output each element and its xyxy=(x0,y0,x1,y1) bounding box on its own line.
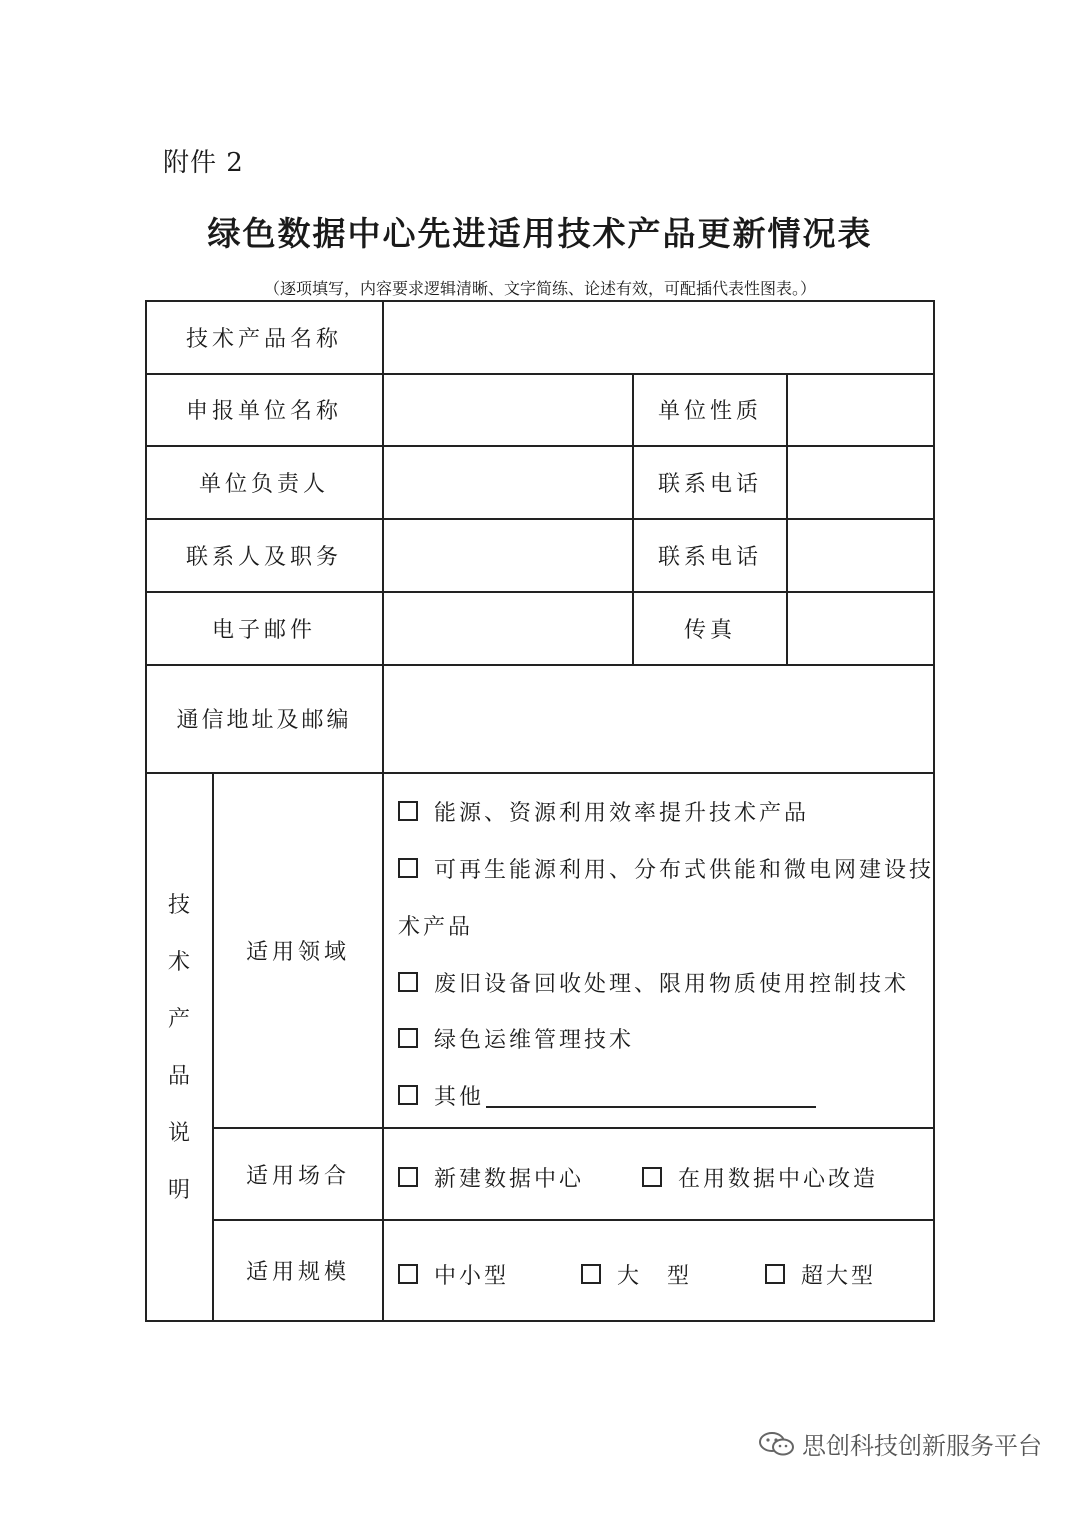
field-option-green-ops[interactable] xyxy=(398,1023,634,1054)
field-option-label: 废旧设备回收处理、限用物质使用控制技术 xyxy=(434,972,910,997)
field-label: 适用领域 xyxy=(245,939,350,965)
field-option-renewable[interactable] xyxy=(398,853,934,884)
checkbox-icon[interactable] xyxy=(398,972,418,992)
scene-option-retrofit[interactable] xyxy=(642,1162,878,1193)
field-option-label: 可再生能源利用、分布式供能和微电网建设技 xyxy=(434,858,935,883)
scale-option-large[interactable] xyxy=(581,1259,692,1290)
unit-nature-label: 单位性质 xyxy=(657,399,762,424)
address-label: 通信地址及邮编 xyxy=(176,708,352,733)
field-option-label: 绿色运维管理技术 xyxy=(434,1028,635,1053)
field-option-label: 能源、资源利用效率提升技术产品 xyxy=(434,801,810,826)
phone-input[interactable] xyxy=(788,447,933,518)
checkbox-icon[interactable] xyxy=(398,1167,418,1187)
scene-option-new[interactable] xyxy=(398,1162,584,1193)
watermark-text: 思创科技创新服务平台 xyxy=(802,1432,1042,1460)
email-label: 电子邮件 xyxy=(211,617,316,643)
unit-nature-input[interactable] xyxy=(788,375,933,445)
applicant-label: 申报单位名称 xyxy=(185,399,342,424)
attachment-label: 附件 2 xyxy=(163,148,244,178)
table-border-right xyxy=(933,300,935,1322)
scene-option-label: 在用数据中心改造 xyxy=(678,1167,879,1192)
section-label-char: 技 xyxy=(167,893,190,918)
section-label-char: 产 xyxy=(167,1007,190,1032)
scale-option-label: 大 型 xyxy=(617,1264,693,1289)
phone-label: 联系电话 xyxy=(657,471,762,497)
checkbox-icon[interactable] xyxy=(398,1028,418,1048)
contact-input[interactable] xyxy=(384,520,632,591)
field-option-efficiency[interactable] xyxy=(398,796,809,827)
unit-head-label: 单位负责人 xyxy=(198,471,329,497)
section-label-char: 说 xyxy=(167,1121,190,1146)
field-option-recycling[interactable] xyxy=(398,967,909,998)
email-input[interactable] xyxy=(384,593,632,664)
scale-option-extra-large[interactable] xyxy=(765,1259,876,1290)
scale-option-small-medium[interactable] xyxy=(398,1259,509,1290)
product-name-label: 技术产品名称 xyxy=(185,326,342,352)
field-option-label: 术产品 xyxy=(398,915,474,940)
page-subtitle: （逐项填写，内容要求逻辑清晰、文字简练、论述有效，可配插代表性图表。） xyxy=(263,279,816,298)
checkbox-icon[interactable] xyxy=(398,1264,418,1284)
scale-option-label: 超大型 xyxy=(801,1264,877,1289)
checkbox-icon[interactable] xyxy=(398,801,418,821)
field-option-renewable-continued xyxy=(398,910,473,941)
page-title: 绿色数据中心先进适用技术产品更新情况表 xyxy=(207,214,873,253)
unit-head-input[interactable] xyxy=(384,447,632,518)
checkbox-icon[interactable] xyxy=(398,858,418,878)
section-label-char: 品 xyxy=(167,1064,190,1089)
wechat-icon xyxy=(758,1431,796,1457)
other-fill-in-line[interactable] xyxy=(486,1106,816,1108)
contact-phone-input[interactable] xyxy=(788,520,933,591)
fax-input[interactable] xyxy=(788,593,933,664)
fax-label: 传真 xyxy=(683,617,736,643)
checkbox-icon[interactable] xyxy=(581,1264,601,1284)
address-input[interactable] xyxy=(384,666,933,772)
checkbox-icon[interactable] xyxy=(765,1264,785,1284)
checkbox-icon[interactable] xyxy=(398,1085,418,1105)
applicant-input[interactable] xyxy=(384,375,632,445)
section-label-char: 明 xyxy=(167,1178,190,1203)
contact-phone-label: 联系电话 xyxy=(657,544,762,570)
scale-label: 适用规模 xyxy=(245,1260,350,1285)
scene-label: 适用场合 xyxy=(245,1163,350,1189)
product-name-input[interactable] xyxy=(384,302,933,373)
contact-label: 联系人及职务 xyxy=(185,544,342,570)
field-option-label: 其他 xyxy=(434,1085,485,1110)
info-form-table xyxy=(145,300,935,1322)
section-label-product-description xyxy=(145,774,213,1322)
watermark xyxy=(758,1426,1042,1461)
scale-option-label: 中小型 xyxy=(434,1264,510,1289)
section-label-char: 术 xyxy=(167,950,190,975)
field-option-other[interactable] xyxy=(398,1080,816,1111)
scene-option-label: 新建数据中心 xyxy=(434,1167,585,1192)
checkbox-icon[interactable] xyxy=(642,1167,662,1187)
